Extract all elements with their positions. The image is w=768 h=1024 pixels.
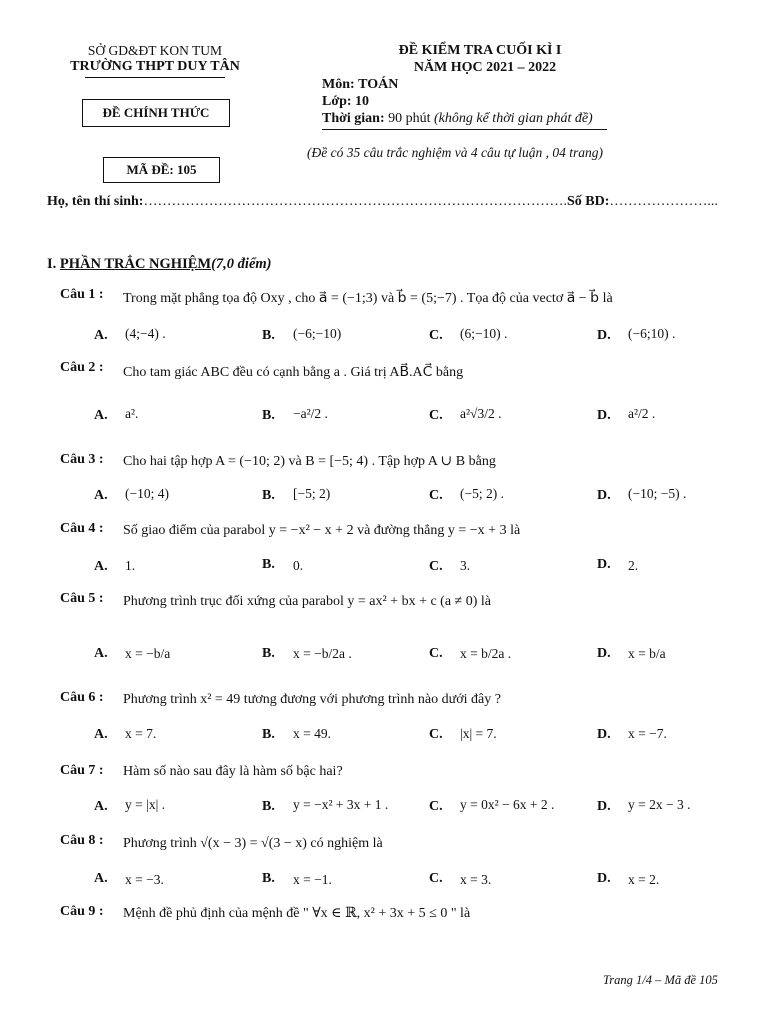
option-a[interactable]: x = −3. bbox=[125, 872, 164, 887]
question-label: Câu 5 : bbox=[60, 591, 104, 606]
option-letter: A. bbox=[94, 559, 108, 574]
option-letter: C. bbox=[429, 799, 443, 814]
option-letter: B. bbox=[262, 646, 275, 661]
subject-line bbox=[322, 77, 398, 93]
candidate-name-label: Họ, tên thí sinh: bbox=[47, 194, 144, 209]
option-letter: B. bbox=[262, 727, 275, 742]
official-stamp: ĐỀ CHÍNH THỨC bbox=[82, 99, 230, 127]
question-label: Câu 4 : bbox=[60, 521, 104, 536]
time-line bbox=[322, 111, 593, 127]
option-letter: A. bbox=[94, 488, 108, 503]
question-label: Câu 7 : bbox=[60, 763, 104, 778]
structure-note: (Đề có 35 câu trắc nghiệm và 4 câu tự luận , 04 trang) bbox=[307, 145, 604, 160]
option-letter: D. bbox=[597, 408, 611, 423]
candidate-sbd-dots: …………………... bbox=[609, 194, 718, 209]
candidate-name-dots: ………………………………………………………………………………. bbox=[143, 194, 567, 209]
page-footer: Trang 1/4 – Mã đề 105 bbox=[603, 973, 718, 987]
option-d[interactable]: (−10; −5) . bbox=[628, 486, 687, 501]
option-d[interactable]: (−6;10) . bbox=[628, 326, 676, 341]
option-a[interactable]: y = |x| . bbox=[125, 797, 166, 812]
option-a[interactable]: a². bbox=[125, 406, 139, 421]
exam-title: ĐỀ KIỂM TRA CUỐI KÌ I bbox=[398, 43, 562, 58]
option-letter: D. bbox=[597, 557, 611, 572]
option-letter: D. bbox=[597, 799, 611, 814]
question-label: Câu 2 : bbox=[60, 360, 104, 375]
option-a[interactable]: (4;−4) . bbox=[125, 326, 166, 341]
question-label: Câu 3 : bbox=[60, 452, 104, 467]
question-text: Phương trình trục đối xứng của parabol y = ax² + bx + c (a ≠ 0) là bbox=[123, 594, 492, 609]
option-c[interactable]: x = b/2a . bbox=[460, 646, 512, 661]
section-heading bbox=[47, 256, 272, 273]
option-letter: A. bbox=[94, 408, 108, 423]
option-letter: B. bbox=[262, 328, 275, 343]
option-b[interactable]: (−6;−10) bbox=[293, 326, 342, 341]
option-c[interactable]: y = 0x² − 6x + 2 . bbox=[460, 797, 555, 812]
option-letter: C. bbox=[429, 727, 443, 742]
section-number: I. bbox=[47, 256, 57, 272]
section-title: PHẦN TRẮC NGHIỆM bbox=[59, 256, 212, 272]
option-d[interactable]: x = −7. bbox=[628, 726, 667, 741]
option-c[interactable]: (6;−10) . bbox=[460, 326, 508, 341]
option-b[interactable]: x = −b/2a . bbox=[293, 646, 352, 661]
option-letter: A. bbox=[94, 727, 108, 742]
option-c[interactable]: x = 3. bbox=[460, 872, 492, 887]
option-letter: B. bbox=[262, 488, 275, 503]
question-text: Cho tam giác ABC đều có cạnh bằng a . Giá trị AB⃗.AC⃗ bằng bbox=[123, 365, 464, 380]
option-letter: D. bbox=[597, 727, 611, 742]
question-label: Câu 1 : bbox=[60, 287, 104, 302]
option-letter: B. bbox=[262, 871, 275, 886]
option-a[interactable]: 1. bbox=[125, 558, 136, 573]
exam-code-box: MÃ ĐỀ: 105 bbox=[103, 157, 220, 183]
option-letter: A. bbox=[94, 871, 108, 886]
grade-label: Lớp: bbox=[322, 94, 352, 109]
option-a[interactable]: (−10; 4) bbox=[125, 486, 169, 501]
question-label: Câu 8 : bbox=[60, 833, 104, 848]
option-letter: C. bbox=[429, 488, 443, 503]
grade-value: 10 bbox=[355, 94, 370, 109]
option-letter: B. bbox=[262, 799, 275, 814]
option-letter: C. bbox=[429, 559, 443, 574]
option-d[interactable]: x = 2. bbox=[628, 872, 660, 887]
question-text: Cho hai tập hợp A = (−10; 2) và B = [−5; 4) . Tập hợp A ∪ B bằng bbox=[123, 454, 496, 469]
question-label: Câu 9 : bbox=[60, 904, 104, 919]
option-b[interactable]: 0. bbox=[293, 558, 304, 573]
option-letter: C. bbox=[429, 328, 443, 343]
time-underline bbox=[322, 129, 607, 130]
option-letter: A. bbox=[94, 799, 108, 814]
option-c[interactable]: (−5; 2) . bbox=[460, 486, 504, 501]
option-letter: C. bbox=[429, 871, 443, 886]
option-letter: D. bbox=[597, 328, 611, 343]
school-year: NĂM HỌC 2021 – 2022 bbox=[413, 60, 557, 75]
option-d[interactable]: y = 2x − 3 . bbox=[628, 797, 691, 812]
option-c[interactable]: |x| = 7. bbox=[460, 726, 497, 741]
candidate-sbd-label: Số BD: bbox=[566, 194, 610, 209]
option-a[interactable]: x = 7. bbox=[125, 726, 157, 741]
option-b[interactable]: −a²/2 . bbox=[293, 406, 328, 421]
section-points: (7,0 điểm) bbox=[211, 256, 272, 272]
option-d[interactable]: a²/2 . bbox=[628, 406, 656, 421]
school-name: TRƯỜNG THPT DUY TÂN bbox=[70, 59, 240, 74]
option-letter: D. bbox=[597, 488, 611, 503]
option-letter: C. bbox=[429, 408, 443, 423]
time-value: 90 phút bbox=[388, 111, 431, 126]
candidate-line bbox=[47, 194, 718, 210]
option-b[interactable]: [−5; 2) bbox=[293, 486, 331, 501]
option-letter: B. bbox=[262, 408, 275, 423]
question-text: Phương trình √(x − 3) = √(3 − x) có nghiệm là bbox=[123, 836, 383, 851]
option-c[interactable]: a²√3/2 . bbox=[460, 406, 502, 421]
time-note: (không kể thời gian phát đề) bbox=[434, 111, 593, 126]
option-d[interactable]: 2. bbox=[628, 558, 639, 573]
option-c[interactable]: 3. bbox=[460, 558, 471, 573]
subject-label: Môn: bbox=[322, 77, 355, 92]
question-text: Số giao điểm của parabol y = −x² − x + 2 và đường thẳng y = −x + 3 là bbox=[123, 523, 521, 538]
option-letter: D. bbox=[597, 646, 611, 661]
option-b[interactable]: x = 49. bbox=[293, 726, 331, 741]
school-underline bbox=[85, 77, 225, 78]
dept-name: SỞ GD&ĐT KON TUM bbox=[87, 43, 223, 58]
question-text: Mệnh đề phủ định của mệnh đề " ∀x ∈ ℝ, x² + 3x + 5 ≤ 0 " là bbox=[123, 906, 471, 921]
option-a[interactable]: x = −b/a bbox=[125, 646, 171, 661]
grade-line bbox=[322, 94, 369, 110]
question-text: Hàm số nào sau đây là hàm số bậc hai? bbox=[123, 764, 343, 779]
option-b[interactable]: x = −1. bbox=[293, 872, 332, 887]
option-letter: B. bbox=[262, 557, 275, 572]
option-letter: C. bbox=[429, 646, 443, 661]
subject-value: TOÁN bbox=[358, 77, 399, 92]
option-d[interactable]: x = b/a bbox=[628, 646, 666, 661]
option-letter: A. bbox=[94, 646, 108, 661]
option-b[interactable]: y = −x² + 3x + 1 . bbox=[293, 797, 389, 812]
question-label: Câu 6 : bbox=[60, 690, 104, 705]
question-text: Phương trình x² = 49 tương đương với phương trình nào dưới đây ? bbox=[123, 692, 501, 707]
question-text: Trong mặt phẳng tọa độ Oxy , cho a⃗ = (−1;3) và b⃗ = (5;−7) . Tọa độ của vectơ a⃗ − b⃗ là bbox=[123, 291, 613, 306]
time-label: Thời gian: bbox=[322, 111, 385, 126]
option-letter: A. bbox=[94, 328, 108, 343]
option-letter: D. bbox=[597, 871, 611, 886]
